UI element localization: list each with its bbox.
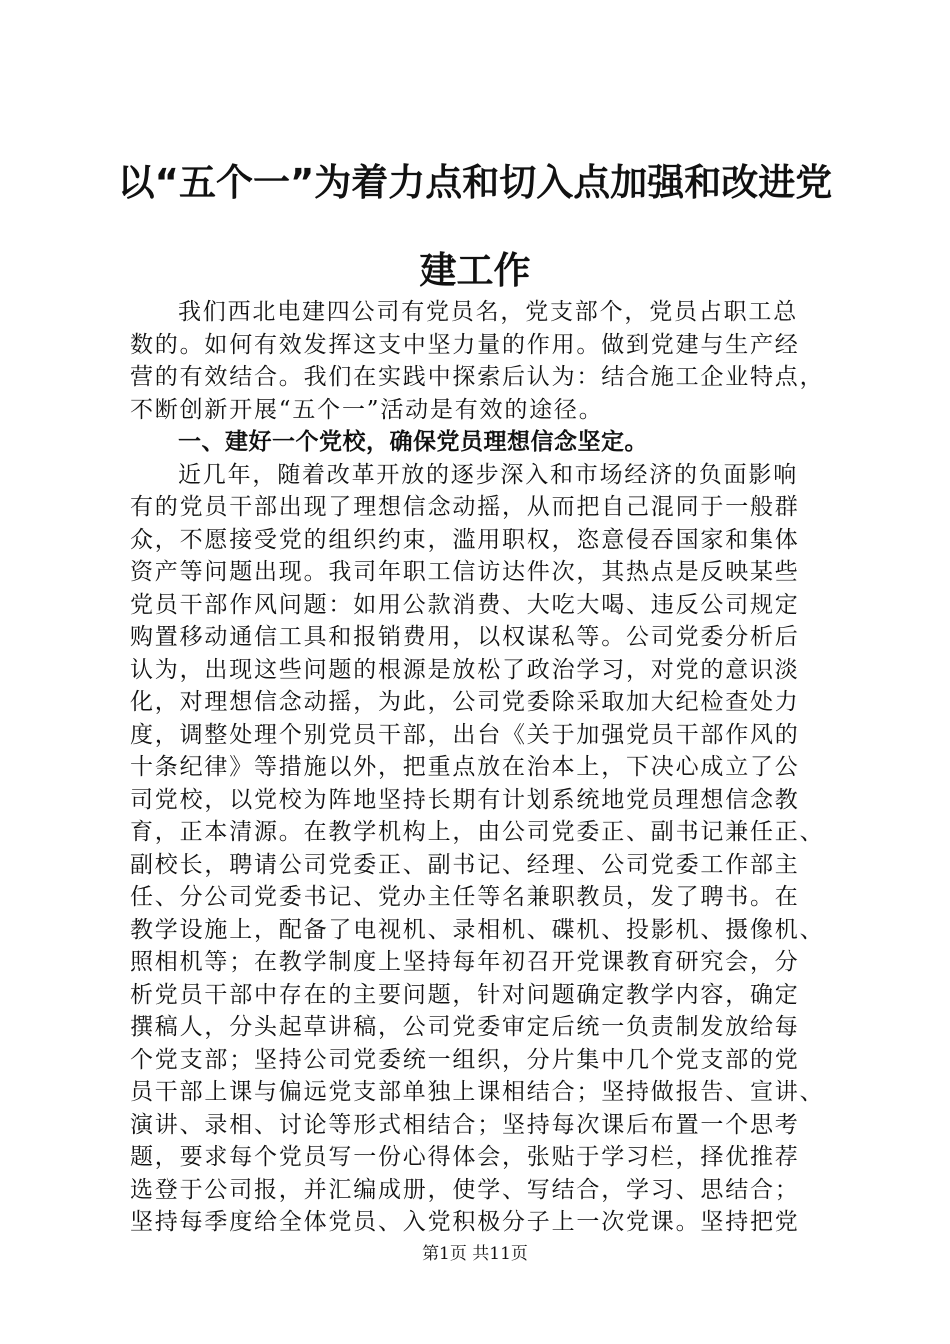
- paragraph-2-line: 题，要求每个党员写一份心得体会，张贴于学习栏，择优推荐: [130, 1144, 800, 1170]
- paragraph-2-line: 化，对理想信念动摇，为此，公司党委除采取加大纪检查处力: [130, 689, 800, 715]
- paragraph-2-line: 众，不愿接受党的组织约束，滥用职权，恣意侵吞国家和集体: [130, 526, 800, 553]
- paragraph-2-line: 坚持每季度给全体党员、入党积极分子上一次党课。坚持把党: [130, 1209, 800, 1235]
- paragraph-2-line: 析党员干部中存在的主要问题，针对问题确定教学内容，确定: [130, 981, 800, 1008]
- paragraph-2-line: 副校长，聘请公司党委正、副书记、经理、公司党委工作部主: [130, 851, 800, 878]
- paragraph-2-line: 演讲、录相、讨论等形式相结合；坚持每次课后布置一个思考: [130, 1111, 800, 1138]
- paragraph-2-line: 育，正本清源。在教学机构上，由公司党委正、副书记兼任正、: [130, 819, 825, 845]
- paragraph-1-line: 不断创新开展“五个一”活动是有效的途径。: [130, 396, 604, 423]
- paragraph-2-line: 照相机等；在教学制度上坚持每年初召开党课教育研究会，分: [130, 949, 800, 975]
- document-title-line-1: 以“五个一”为着力点和切入点加强和改进党: [117, 161, 833, 204]
- paragraph-2-line: 任、分公司党委书记、党办主任等名兼职教员，发了聘书。在: [130, 884, 800, 910]
- paragraph-2-line: 度，调整处理个别党员干部，出台《关于加强党员干部作风的: [130, 721, 800, 748]
- paragraph-2-line: 党员干部作风问题：如用公款消费、大吃大喝、违反公司规定: [130, 591, 800, 618]
- paragraph-2-line: 有的党员干部出现了理想信念动摇，从而把自己混同于一般群: [130, 494, 800, 520]
- paragraph-1-line: 我们西北电建四公司有党员名，党支部个，党员占职工总: [178, 299, 798, 325]
- paragraph-2-line: 近几年，随着改革开放的逐步深入和市场经济的负面影响: [178, 461, 798, 488]
- paragraph-2-line: 员干部上课与偏远党支部单独上课相结合；坚持做报告、宣讲、: [130, 1079, 825, 1105]
- paragraph-2-line: 教学设施上，配备了电视机、录相机、碟机、投影机、摄像机、: [130, 916, 825, 943]
- paragraph-2-line: 个党支部；坚持公司党委统一组织，分片集中几个党支部的党: [130, 1046, 800, 1073]
- paragraph-2-line: 十条纪律》等措施以外，把重点放在治本上，下决心成立了公: [130, 754, 800, 780]
- paragraph-1-line: 数的。如何有效发挥这支中坚力量的作用。做到党建与生产经: [130, 331, 800, 358]
- document-body: [130, 296, 830, 1239]
- paragraph-2-line: 认为，出现这些问题的根源是放松了政治学习，对党的意识淡: [130, 656, 800, 683]
- paragraph-2-line: 资产等问题出现。我司年职工信访达件次，其热点是反映某些: [130, 559, 800, 585]
- section-heading: 一、建好一个党校，确保党员理想信念坚定。: [178, 429, 648, 455]
- page-number-footer: 第1页 共11页: [422, 1244, 528, 1264]
- paragraph-2-line: 司党校，以党校为阵地坚持长期有计划系统地党员理想信念教: [130, 786, 800, 813]
- paragraph-1-line: 营的有效结合。我们在实践中探索后认为：结合施工企业特点，: [130, 364, 825, 390]
- document-title-line-2: 建工作: [419, 249, 531, 292]
- paragraph-2-line: 撰稿人，分头起草讲稿，公司党委审定后统一负责制发放给每: [130, 1014, 800, 1040]
- paragraph-2-line: 购置移动通信工具和报销费用，以权谋私等。公司党委分析后: [130, 624, 800, 650]
- paragraph-2-line: 选登于公司报，并汇编成册，使学、写结合，学习、思结合；: [130, 1176, 800, 1203]
